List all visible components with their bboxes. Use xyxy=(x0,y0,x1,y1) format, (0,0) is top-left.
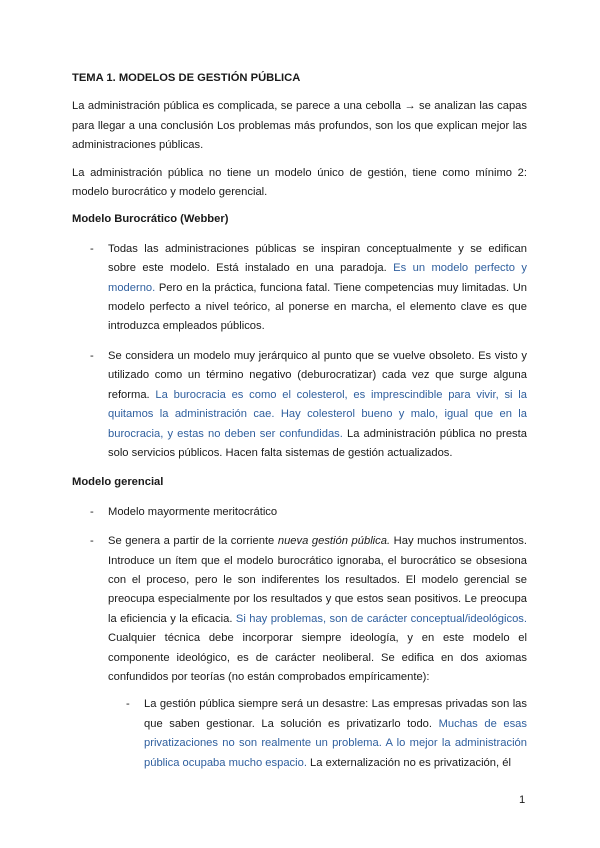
sub-list-item xyxy=(108,695,527,773)
item-text: Pero en la práctica, funciona fatal. Tiene competencias muy limitadas. Un modelo perfecto a nivel teórico, al ponerse en marcha, el elemento clave es que introduzca empleados públicos. xyxy=(108,281,527,333)
item-text: Modelo mayormente meritocrático xyxy=(108,505,278,518)
intro-paragraph-1: La administración pública es complicada, se parece a una cebolla → se analizan las capas para llegar a una conclusión Los problemas más profundos, son los que explican mejor las administraciones públicas. xyxy=(72,100,527,152)
dash-bullet: - xyxy=(90,242,94,255)
item-text: Se considera un modelo muy jerárquico al punto que se vuelve obsoleto. Es visto y utilizado como un término negativo (deburocratizar) cada vez que surge alguna reforma. xyxy=(108,349,527,401)
dash-bullet: - xyxy=(90,349,94,362)
gerencial-sub-list xyxy=(108,695,527,773)
italic-term: nueva gestión pública. xyxy=(277,535,391,548)
item-text: La administración pública no presta solo servicios públicos. Hacen falta sistemas de gestión actualizados. xyxy=(108,427,527,459)
list-item xyxy=(72,532,527,773)
highlighted-text: Es un modelo perfecto y moderno. xyxy=(108,262,527,294)
list-item xyxy=(72,503,527,522)
document-title: TEMA 1. MODELOS DE GESTIÓN PÚBLICA xyxy=(72,72,301,84)
highlighted-text: Muchas de esas privatizaciones no son realmente un problema. A lo mejor la administración pública ocupaba mucho espacio. xyxy=(144,717,528,769)
section-heading-gerencial: Modelo gerencial xyxy=(72,476,164,489)
list-item xyxy=(72,240,527,337)
item-text: La externalización no es privatización, él xyxy=(306,756,511,769)
gerencial-list xyxy=(72,503,527,773)
burocratico-list xyxy=(72,240,527,463)
item-text: Cualquier técnica debe incorporar siempre ideología, y en este modelo el componente ideológico, es de carácter neoliberal. Se edifica en dos axiomas confundidos por teorías (no están comprobados empíricamente): xyxy=(108,632,527,683)
document-body xyxy=(72,69,527,783)
item-text: Hay muchos instrumentos. Introduce un ítem que el modelo burocrático ignoraba, el burocrático se obsesiona con el proceso, pero le son indiferentes los resultados. El modelo gerencial se preocupa especialmente por los resultados y que estos sean positivos. Le preocupa la eficiencia y la eficacia. xyxy=(108,535,527,625)
list-item xyxy=(72,347,527,463)
intro-paragraph-2: La administración pública no tiene un modelo único de gestión, tiene como mínimo 2: modelo burocrático y modelo gerencial. xyxy=(72,166,527,199)
page-number: 1 xyxy=(519,794,526,806)
dash-bullet: - xyxy=(90,535,94,548)
highlighted-text: La burocracia es como el colesterol, es imprescindible para vivir, si la quitamos la administración cae. Hay colesterol bueno y malo, igual que en la burocracia, y estas no deben ser confundidas. xyxy=(108,388,527,440)
item-text: Todas las administraciones públicas se inspiran conceptualmente y se edifican sobre este modelo. Está instalado en una paradoja. xyxy=(108,242,527,275)
item-text: La gestión pública siempre será un desastre: Las empresas privadas son las que saben gestionar. La solución es privatizarlo todo. xyxy=(144,698,527,730)
highlighted-text: Si hay problemas, son de carácter conceptual/ideológicos. xyxy=(235,612,527,625)
item-text: Se genera a partir de la corriente xyxy=(108,535,278,548)
section-heading-burocratico: Modelo Burocrático (Webber) xyxy=(72,213,229,226)
dash-bullet: - xyxy=(126,698,130,711)
dash-bullet: - xyxy=(90,505,94,518)
